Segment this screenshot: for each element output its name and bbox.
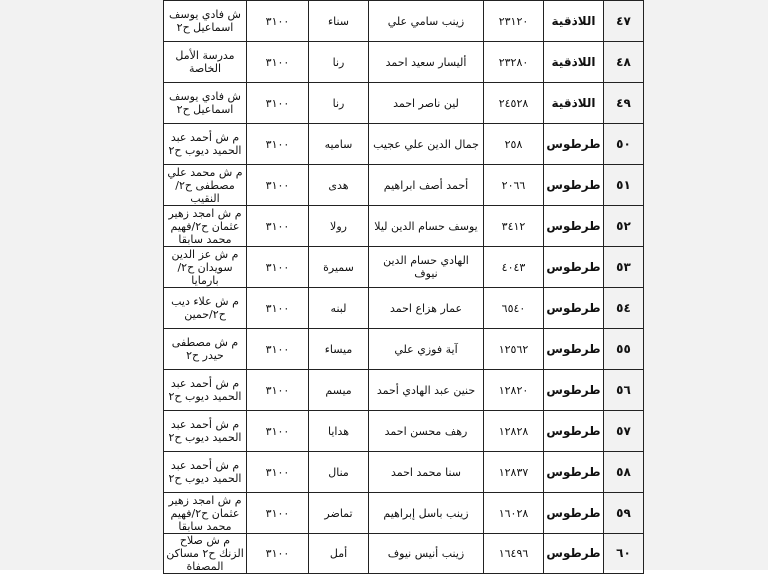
student-id-cell: ٢٥٨ <box>484 124 544 165</box>
school-name-cell: م ش امجد زهير عثمان ح٢/فهيم محمد سابقا <box>164 493 247 534</box>
total-score-cell: ٣١٠٠ <box>247 452 309 493</box>
mother-name-cell: ميسم <box>309 370 369 411</box>
mother-name-cell: هدى <box>309 165 369 206</box>
school-name-cell: ش فادي يوسف اسماعيل ح٢ <box>164 1 247 42</box>
student-name-cell: زينب أنيس نيوف <box>369 534 484 574</box>
row-number: ٥٨ <box>604 452 644 493</box>
row-number: ٥٥ <box>604 329 644 370</box>
student-name-cell: زينب باسل إبراهيم <box>369 493 484 534</box>
city-cell: طرطوس <box>544 206 604 247</box>
mother-name-cell: أمل <box>309 534 369 574</box>
table-row <box>164 124 644 165</box>
city-cell: اللاذقية <box>544 1 604 42</box>
table-row <box>164 370 644 411</box>
school-name-cell: م ش أحمد عبد الحميد ديوب ح٢ <box>164 411 247 452</box>
student-name-cell: الهادي حسام الدين نيوف <box>369 247 484 288</box>
row-number: ٤٨ <box>604 42 644 83</box>
school-name-cell: م ش أحمد عبد الحميد ديوب ح٢ <box>164 452 247 493</box>
table-row <box>164 452 644 493</box>
row-number: ٦٠ <box>604 534 644 574</box>
school-name-cell: م ش علاء ديب ح٢/حمين <box>164 288 247 329</box>
total-score-cell: ٣١٠٠ <box>247 329 309 370</box>
student-id-cell: ٢٤٥٢٨ <box>484 83 544 124</box>
table-row <box>164 411 644 452</box>
total-score-cell: ٣١٠٠ <box>247 83 309 124</box>
city-cell: طرطوس <box>544 247 604 288</box>
city-cell: طرطوس <box>544 493 604 534</box>
student-id-cell: ١٢٨٢٨ <box>484 411 544 452</box>
student-name-cell: جمال الدين علي عجيب <box>369 124 484 165</box>
student-id-cell: ٢٣١٢٠ <box>484 1 544 42</box>
student-name-cell: آية فوزي علي <box>369 329 484 370</box>
total-score-cell: ٣١٠٠ <box>247 370 309 411</box>
row-number: ٥٢ <box>604 206 644 247</box>
total-score-cell: ٣١٠٠ <box>247 42 309 83</box>
row-number: ٤٩ <box>604 83 644 124</box>
table-row <box>164 1 644 42</box>
row-number: ٥٤ <box>604 288 644 329</box>
table-row <box>164 247 644 288</box>
total-score-cell: ٣١٠٠ <box>247 124 309 165</box>
school-name-cell: م ش عز الدين سويدان ح٢/بارمايا <box>164 247 247 288</box>
row-number: ٥٩ <box>604 493 644 534</box>
city-cell: طرطوس <box>544 165 604 206</box>
table-row <box>164 83 644 124</box>
row-number: ٥٦ <box>604 370 644 411</box>
mother-name-cell: رنا <box>309 42 369 83</box>
student-id-cell: ٤٠٤٣ <box>484 247 544 288</box>
row-number: ٤٧ <box>604 1 644 42</box>
student-id-cell: ١٦٠٢٨ <box>484 493 544 534</box>
total-score-cell: ٣١٠٠ <box>247 534 309 574</box>
total-score-cell: ٣١٠٠ <box>247 411 309 452</box>
city-cell: طرطوس <box>544 329 604 370</box>
total-score-cell: ٣١٠٠ <box>247 165 309 206</box>
mother-name-cell: سناء <box>309 1 369 42</box>
student-name-cell: أحمد أصف ابراهيم <box>369 165 484 206</box>
table-row <box>164 165 644 206</box>
mother-name-cell: منال <box>309 452 369 493</box>
school-name-cell: مدرسة الأمل الخاصة <box>164 42 247 83</box>
student-name-cell: زينب سامي علي <box>369 1 484 42</box>
student-name-cell: عمار هزاع احمد <box>369 288 484 329</box>
mother-name-cell: رولا <box>309 206 369 247</box>
table-row <box>164 534 644 574</box>
table-row <box>164 42 644 83</box>
row-number: ٥٣ <box>604 247 644 288</box>
row-number: ٥٠ <box>604 124 644 165</box>
mother-name-cell: هدايا <box>309 411 369 452</box>
table-row <box>164 493 644 534</box>
school-name-cell: م ش امجد زهير عثمان ح٢/فهيم محمد سابقا <box>164 206 247 247</box>
table-row <box>164 206 644 247</box>
student-name-cell: أليسار سعيد احمد <box>369 42 484 83</box>
total-score-cell: ٣١٠٠ <box>247 288 309 329</box>
mother-name-cell: لبنه <box>309 288 369 329</box>
student-id-cell: ١٢٨٢٠ <box>484 370 544 411</box>
student-id-cell: ٣٤١٢ <box>484 206 544 247</box>
table-row <box>164 288 644 329</box>
mother-name-cell: تماضر <box>309 493 369 534</box>
mother-name-cell: سميرة <box>309 247 369 288</box>
school-name-cell: ش فادي يوسف اسماعيل ح٢ <box>164 83 247 124</box>
school-name-cell: م ش مصطفى حيدر ح٢ <box>164 329 247 370</box>
results-table <box>163 0 644 574</box>
total-score-cell: ٣١٠٠ <box>247 206 309 247</box>
student-id-cell: ١٢٥٦٢ <box>484 329 544 370</box>
city-cell: طرطوس <box>544 288 604 329</box>
student-id-cell: ٢٠٦٦ <box>484 165 544 206</box>
city-cell: طرطوس <box>544 452 604 493</box>
school-name-cell: م ش أحمد عبد الحميد ديوب ح٢ <box>164 370 247 411</box>
mother-name-cell: رنا <box>309 83 369 124</box>
student-name-cell: يوسف حسام الدين ليلا <box>369 206 484 247</box>
total-score-cell: ٣١٠٠ <box>247 493 309 534</box>
city-cell: طرطوس <box>544 411 604 452</box>
student-name-cell: سنا محمد احمد <box>369 452 484 493</box>
mother-name-cell: ميساء <box>309 329 369 370</box>
student-name-cell: رهف محسن احمد <box>369 411 484 452</box>
student-id-cell: ١٢٨٣٧ <box>484 452 544 493</box>
table-row <box>164 329 644 370</box>
student-name-cell: لين ناصر احمد <box>369 83 484 124</box>
city-cell: طرطوس <box>544 534 604 574</box>
city-cell: اللاذقية <box>544 42 604 83</box>
row-number: ٥١ <box>604 165 644 206</box>
school-name-cell: م ش أحمد عبد الحميد ديوب ح٢ <box>164 124 247 165</box>
student-id-cell: ٦٥٤٠ <box>484 288 544 329</box>
student-name-cell: حنين عبد الهادي أحمد <box>369 370 484 411</box>
city-cell: طرطوس <box>544 124 604 165</box>
student-id-cell: ١٦٤٩٦ <box>484 534 544 574</box>
city-cell: اللاذقية <box>544 83 604 124</box>
mother-name-cell: ساميه <box>309 124 369 165</box>
total-score-cell: ٣١٠٠ <box>247 1 309 42</box>
row-number: ٥٧ <box>604 411 644 452</box>
school-name-cell: م ش محمد علي مصطفى ح٢/النقيب <box>164 165 247 206</box>
school-name-cell: م ش صلاح الزنك ح٢ مساكن المصفاة <box>164 534 247 574</box>
city-cell: طرطوس <box>544 370 604 411</box>
student-id-cell: ٢٣٢٨٠ <box>484 42 544 83</box>
total-score-cell: ٣١٠٠ <box>247 247 309 288</box>
